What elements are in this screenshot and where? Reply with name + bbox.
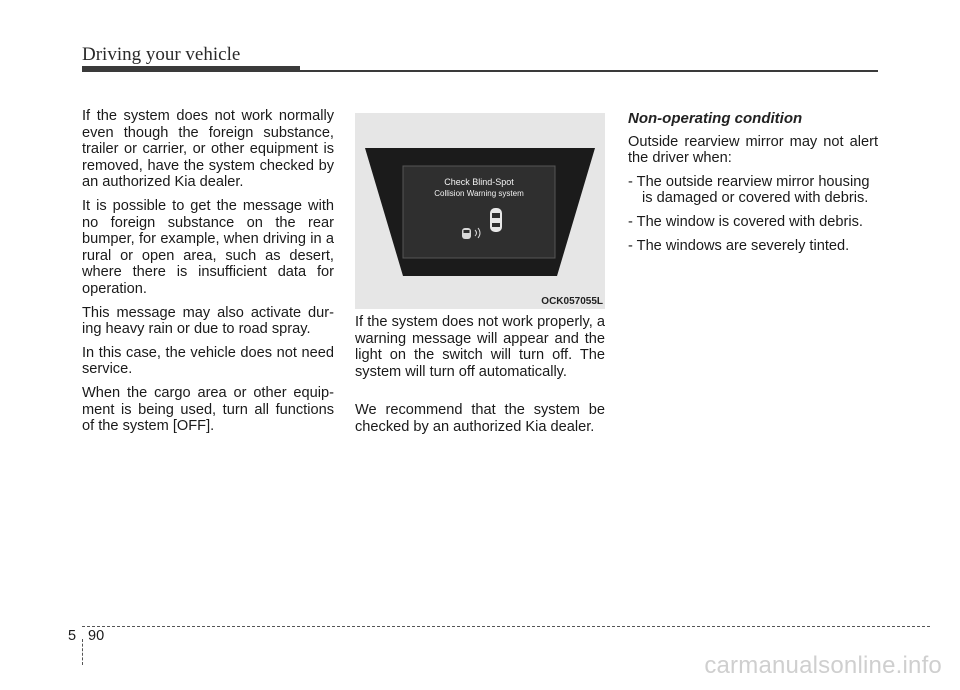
display-message-line-2: Collision Warning system — [434, 189, 524, 198]
car-top-view-icon — [490, 208, 502, 232]
cluster-display-illustration — [365, 148, 595, 276]
paragraph: When the cargo area or other equip-ment is being used, turn all functions of the system [OFF]. — [82, 384, 334, 435]
paragraph: It is possible to get the message with no foreign substance on the rear bumper, for example, when driving in a rural or open area, such as desert, where there is insufficient data for operation. — [82, 197, 334, 297]
paragraph: Outside rearview mirror may not alert the driver when: — [628, 133, 878, 167]
list-item: - The outside rearview mirror housing is damaged or covered with debris. — [628, 173, 870, 207]
paragraph: If the system does not work properly, a warning message will appear and the light on the switch will turn off. The system will turn off automatically. — [355, 314, 605, 380]
figure-code: OCK057055L — [541, 296, 603, 307]
footer-rule — [82, 626, 930, 627]
paragraph: If the system does not work normally even though the foreign substance, trailer or carrier, or other equipment is removed, have the system checked by an authorized Kia dealer. — [82, 108, 334, 191]
paragraph: This message may also activate dur-ing heavy rain or due to road spray. — [82, 304, 334, 338]
page-number: 90 — [88, 628, 105, 644]
cluster-display-figure — [355, 113, 605, 309]
column-middle — [355, 314, 605, 443]
list-item: - The window is covered with debris. — [628, 213, 863, 230]
section-number: 5 — [68, 628, 77, 644]
paragraph: In this case, the vehicle does not need service. — [82, 344, 334, 378]
paragraph: We recommend that the system be checked by an authorized Kia dealer. — [355, 402, 605, 435]
header-bar — [82, 66, 300, 72]
page-header-title: Driving your vehicle — [82, 44, 241, 65]
header-rule — [300, 70, 878, 72]
display-message-line-1: Check Blind-Spot — [444, 177, 514, 187]
column-right — [628, 108, 878, 261]
car-rear-icon — [462, 228, 471, 239]
section-heading: Non-operating condition — [628, 110, 803, 127]
column-left — [82, 108, 334, 442]
list-item: - The windows are severely tinted. — [628, 237, 850, 254]
footer-divider — [82, 639, 83, 665]
watermark: carmanualsonline.info — [704, 652, 942, 679]
